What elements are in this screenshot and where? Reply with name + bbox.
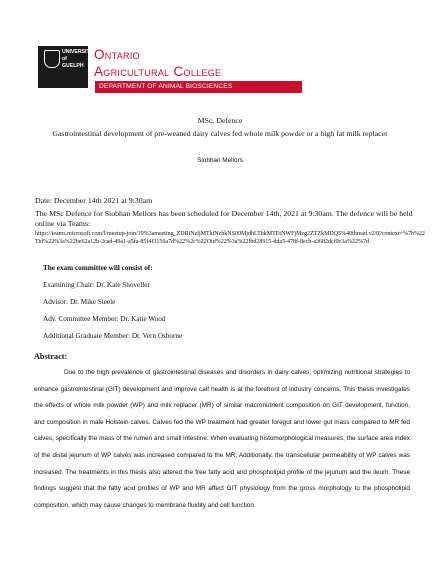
abstract-heading: Abstract:	[34, 352, 68, 361]
committee-member: Examining Chair: Dr. Kate Shoveller	[43, 281, 150, 289]
committee-heading: The exam committee will consist of:	[43, 264, 153, 272]
college-name	[94, 46, 304, 80]
degree-heading: MSc. Defence	[197, 116, 243, 125]
department-bar: DEPARTMENT OF ANIMAL BIOSCIENCES	[95, 81, 302, 93]
college-name-line2: Agricultural College	[94, 64, 222, 79]
logo-text: UNIVERSITY of GUELPH	[62, 49, 94, 69]
defence-date: Date: December 14th 2021 at 9:30am	[35, 196, 153, 205]
committee-member: Adv. Committee Member: Dr. Katie Wood	[43, 315, 166, 323]
teams-link[interactable]: https://teams.microsoft.com/l/meetup-join/19%3ameeting_ZDRiNzljMTktNzhkNS00MjdhLThkMTEtNWFjMzg2ZTZkMDQ5%40thread.v2/0?context=%7b%22Tid%22%3a%22be62a12b-2cad-49a1-a5fa-85f4f3156a7d%22%2c%22Oid%22%3a%22fbd28915-dda5-478f-8ecb-a3682dcf0c3a%22%7d	[35, 231, 425, 245]
shield-icon	[44, 50, 60, 68]
committee-member: Additional Graduate Member: Dr. Vern Osborne	[43, 332, 183, 340]
college-name-line1: Ontario	[94, 47, 140, 62]
author-name: Siobhan Mellors	[197, 157, 243, 164]
announcement-text: The MSc Defence for Siobhan Mellors has been scheduled for December 14th, 2021 at 9:30am. The defence will be held online via Teams:	[35, 209, 413, 228]
abstract-text: Due to the high prevalence of gastrointestinal diseases and disorders in dairy calves, optimizing nutritional strategies to enhance gastrointestinal (GIT) development and improve calf health is at the forefront of industry concerns. This thesis investigates the effects of whole milk powder (WP) and milk replacer (MR) of similar macronutrient composition on GIT development, function, and composition in male Holstein calves. Calves fed the WP treatment had greater foregut and lower gut mass compared to MR fed calves, specifically the mass of the rumen and small intestine. When evaluating histomorphological measures, the surface area index of the distal jejunum of WP calves was increased compared to the MR. Additionally, the transcellular permeability of WP calves was increased. The treatments in this thesis also altered the free fatty acid and phospholipid profile of the jejunum and the ileum. These findings suggest that the fatty acid profiles of WP and MR affect GIT physiology from the gross morphology to the phospholipid composition, which may cause changes to membrane fluidity and cell function.	[34, 369, 410, 509]
committee-member: Advisor: Dr. Mike Steele	[43, 298, 116, 306]
university-logo	[38, 46, 94, 88]
thesis-title: Gastrointestinal development of pre-weaned dairy calves fed whole milk powder or a high fat milk replacer	[52, 129, 388, 138]
